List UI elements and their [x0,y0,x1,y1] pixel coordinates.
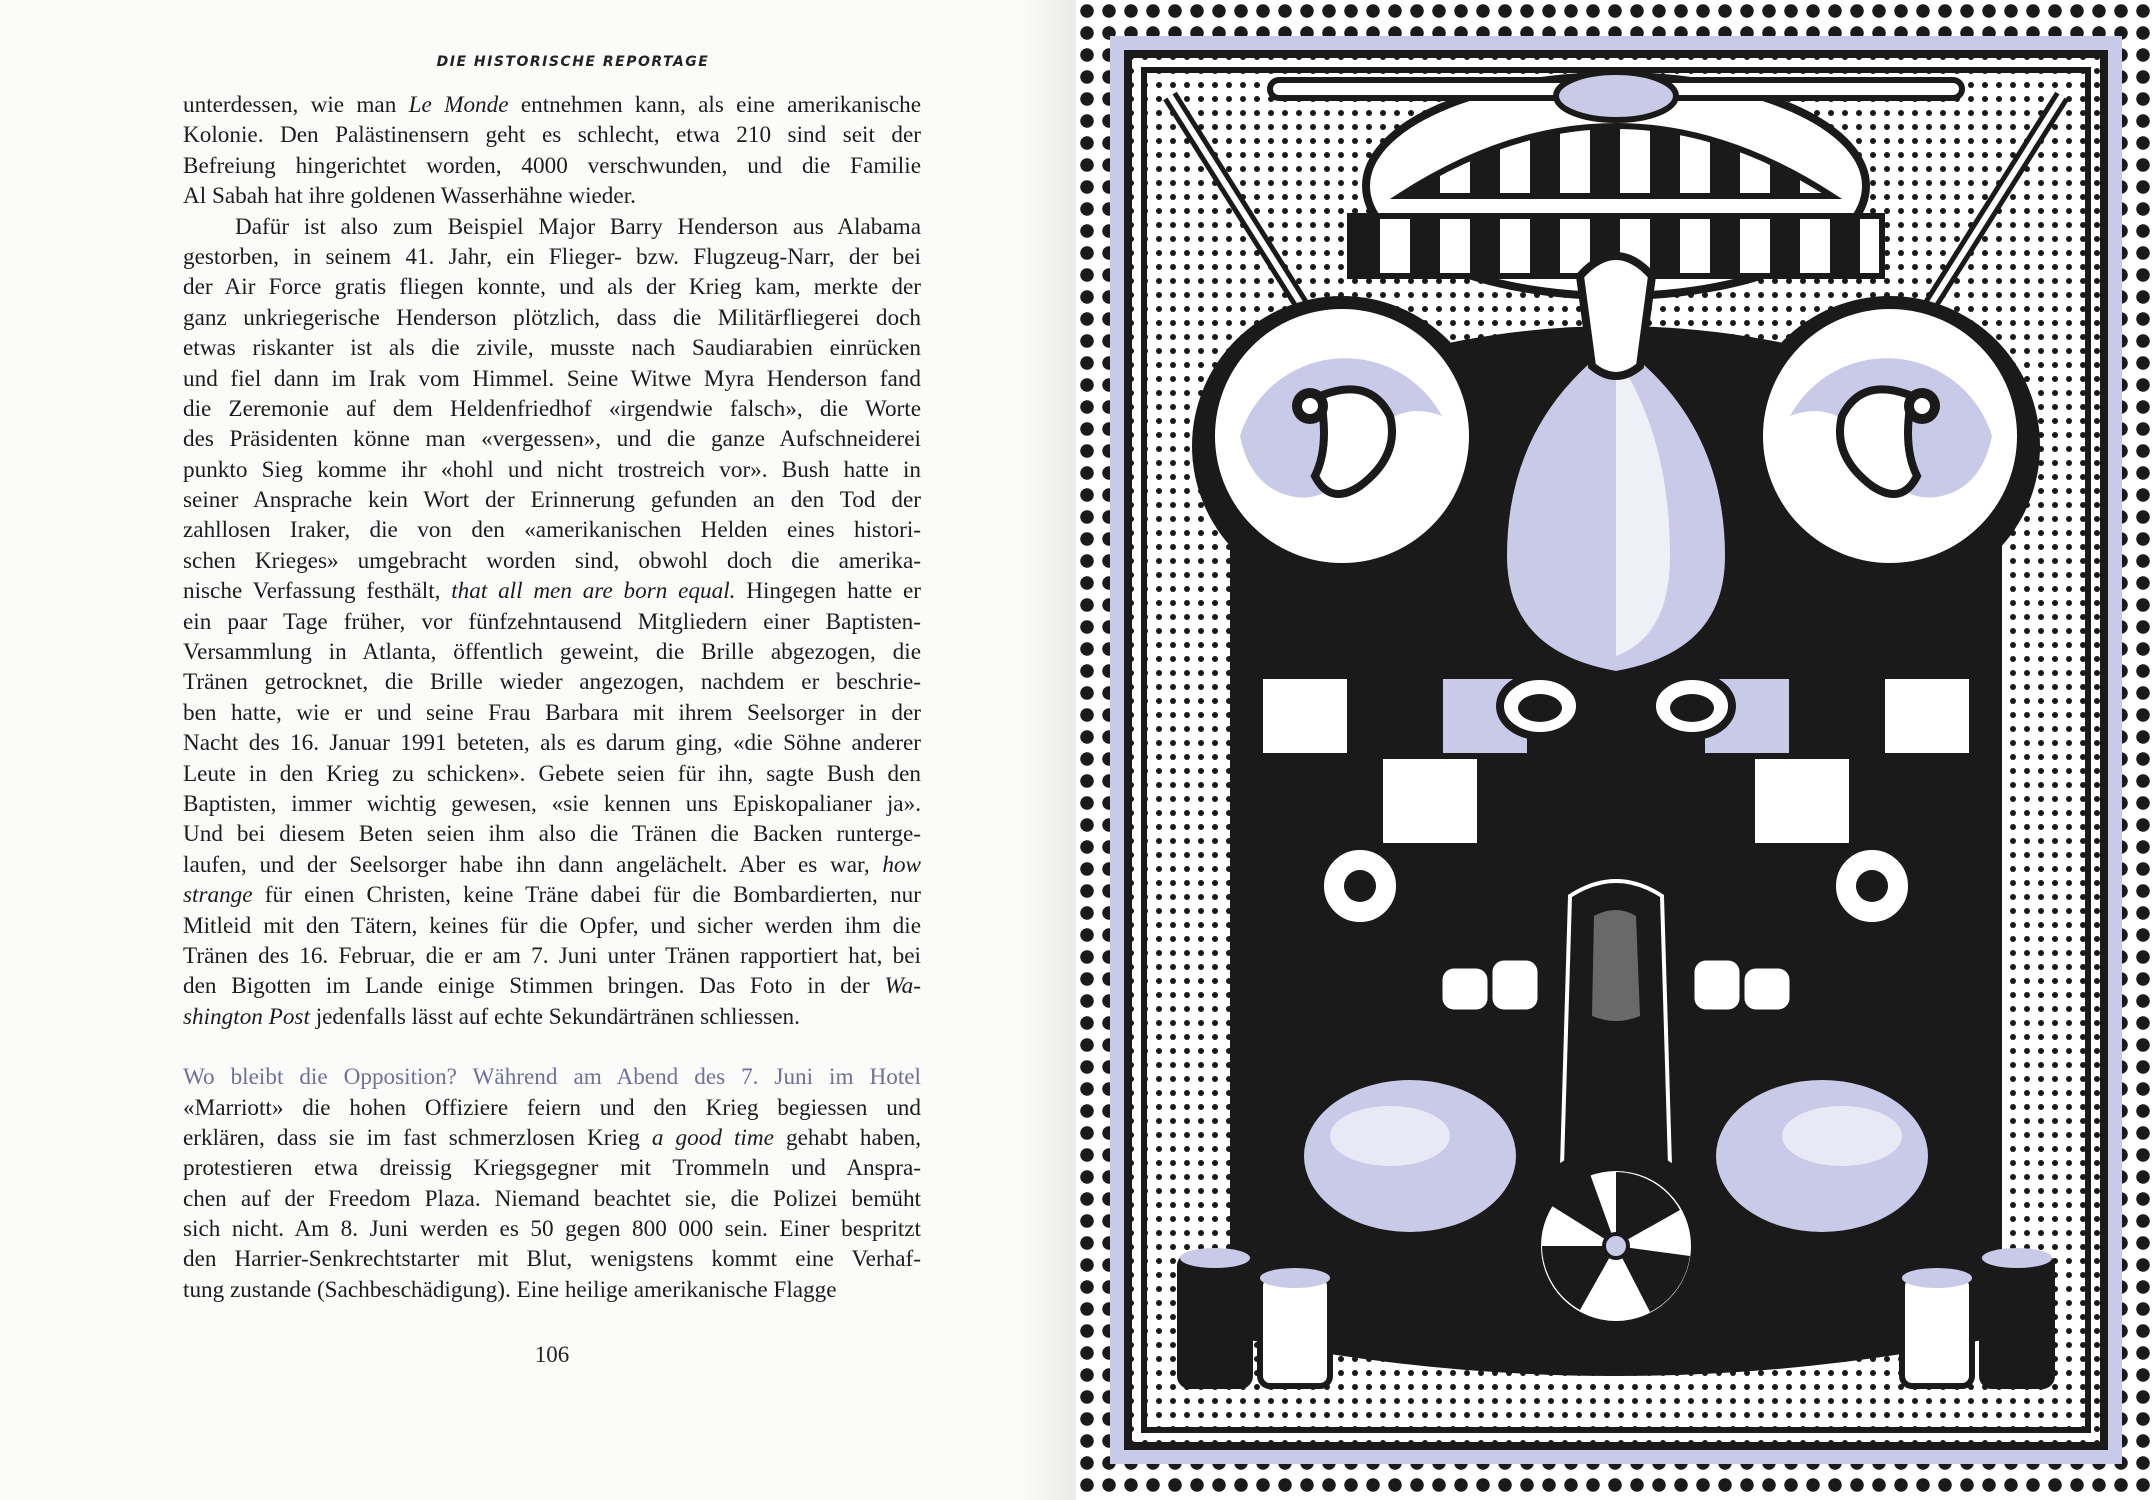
text-line [183,212,921,242]
text-line [183,941,921,971]
line-text: entnehmen kann, als eine amerikanische [508,92,922,118]
text-line [183,1275,921,1305]
line-text: gestorben, in seinem 41. Jahr, ein Flieger- bzw. Flugzeug-Narr, der bei [183,243,921,270]
illustration [1110,36,2122,1464]
text-line [183,637,921,667]
line-text: «Marriott» die hohen Offiziere feiern und den Krieg begiessen und [183,1094,921,1121]
line-text: Baptisten, immer wichtig gewesen, «sie kennen uns Episkopalianer ja». [183,790,921,817]
italic-text: Wa- [884,973,921,1000]
line-text: und fiel dann im Irak vom Himmel. Seine Witwe Myra Henderson fand [183,365,921,392]
text-line [183,819,921,849]
line-text: etwas riskanter ist als die zivile, musste nach Saudiarabien einrücken [183,335,921,362]
body-text [183,90,921,1305]
line-text: sich nicht. Am 8. Juni werden es 50 gegen 800 000 sein. Einer bespritzt [183,1216,921,1243]
line-text: Dafür ist also zum Beispiel Major Barry Henderson aus Alabama [235,213,921,240]
italic-text: that all men are born equal. [451,578,736,605]
italic-text: shington Post [183,1003,310,1030]
line-text: Nacht des 16. Januar 1991 beteten, als es darum ging, «die Söhne anderer [183,730,921,757]
italic-text: strange [183,882,253,909]
text-line [183,911,921,941]
line-text: protestieren etwa dreissig Kriegsgegner mit Trommeln und Anspra- [183,1155,921,1182]
text-line [183,698,921,728]
line-text: tung zustande (Sachbeschädigung). Eine heilige amerikanische Flagge [183,1276,837,1303]
text-line [183,364,921,394]
illustration-artwork [1110,36,2122,1464]
text-line [183,485,921,515]
italic-text: Le Monde [408,92,509,118]
text-line [183,1184,921,1214]
text-line [183,242,921,272]
line-text: gehabt haben, [773,1124,922,1151]
left-eye-shape [1192,296,1492,596]
text-line [183,971,921,1001]
text-line [183,455,921,485]
line-text: Leute in den Krieg zu schicken». Gebete seien für ihn, sagte Bush den [183,760,921,787]
line-text: chen auf der Freedom Plaza. Niemand beachtet sie, die Polizei bemüht [183,1185,921,1212]
line-text: Wo bleibt die Opposition? Während am Abend des 7. Juni im Hotel [183,1064,921,1091]
text-line [183,607,921,637]
line-text: den Harrier-Senkrechtstarter mit Blut, wenigstens kommt eine Verhaf- [183,1246,921,1273]
text-line [183,394,921,424]
gutter-shadow [1020,0,1076,1500]
text-line [183,728,921,758]
text-line [183,1214,921,1244]
line-text: Tränen des 16. Februar, die er am 7. Juni unter Tränen rapportiert hat, bei [183,942,921,969]
line-text: Versammlung in Atlanta, öffentlich geweint, die Brille abgezogen, die [183,639,921,666]
text-line [183,333,921,363]
line-text: unterdessen, wie man [183,92,409,118]
italic-text: how [882,851,921,878]
text-line [183,1153,921,1183]
line-text: der Air Force gratis fliegen konnte, und als der Krieg kam, merkte der [183,274,921,301]
text-line [183,272,921,302]
text-line [183,1093,921,1123]
text-line [183,90,921,120]
line-text: Al Sabah hat ihre goldenen Wasserhähne wieder. [183,183,636,210]
line-text: schen Krieges» umgebracht worden sind, obwohl doch die amerika- [183,547,921,574]
text-line [183,424,921,454]
text-line [183,789,921,819]
line-text: zahllosen Iraker, die von den «amerikanischen Helden eines histori- [183,517,921,544]
line-text: jedenfalls lässt auf echte Sekundärtränen schliessen. [309,1003,800,1030]
line-text: laufen, und der Seelsorger habe ihn dann angelächelt. Aber es war, [183,851,883,878]
text-line [183,1062,921,1092]
line-text: des Präsidenten könne man «vergessen», und die ganze Aufschneiderei [183,426,921,453]
right-page [1076,0,2152,1500]
text-line [183,546,921,576]
text-line [183,667,921,697]
line-text: ganz unkriegerische Henderson plötzlich, dass die Militärfliegerei doch [183,304,921,331]
line-text: Und bei diesem Beten seien ihm also die Tränen die Backen runterge- [183,821,921,848]
line-text: Kolonie. Den Palästinensern geht es schlecht, etwa 210 sind seit der [183,122,921,149]
text-line [183,576,921,606]
line-text: Mitleid mit den Tätern, keines für die Opfer, und sicher werden ihm die [183,912,921,939]
line-text: für einen Christen, keine Träne dabei für die Bombardierten, nur [252,882,921,909]
line-text: erklären, dass sie im fast schmerzlosen Krieg [183,1124,652,1151]
line-text: punkto Sieg komme ihr «hohl und nicht trostreich vor». Bush hatte in [183,456,921,483]
line-text: die Zeremonie auf dem Heldenfriedhof «irgendwie falsch», die Worte [183,395,921,422]
text-line [183,1244,921,1274]
italic-text: a good time [651,1124,774,1151]
page-number: 106 [534,1342,570,1367]
line-text: Befreiung hingerichtet worden, 4000 verschwunden, und die Familie [183,152,921,179]
text-line [183,181,921,211]
text-line [183,759,921,789]
text-line [183,880,921,910]
line-text: den Bigotten im Lande einige Stimmen bringen. Das Foto in der [183,973,885,1000]
text-line [183,1123,921,1153]
text-line [183,120,921,150]
running-head: DIE HISTORISCHE REPORTAGE [436,54,710,70]
text-line [183,151,921,181]
line-text: ein paar Tage früher, vor fünfzehntausend Mitgliedern einer Baptisten- [183,608,921,635]
text-line [183,1002,921,1032]
line-text: Tränen getrocknet, die Brille wieder angezogen, nachdem er beschrie- [183,669,921,696]
text-line [183,850,921,880]
line-text: nische Verfassung festhält, [183,578,452,605]
line-text: Hingegen hatte er [735,578,921,605]
line-text: ben hatte, wie er und seine Frau Barbara mit ihrem Seelsorger in der [183,699,921,726]
text-line [183,303,921,333]
right-eye-shape [1740,296,2040,596]
text-line [183,515,921,545]
line-text: seiner Ansprache kein Wort der Erinnerung gefunden an den Tod der [183,487,921,514]
